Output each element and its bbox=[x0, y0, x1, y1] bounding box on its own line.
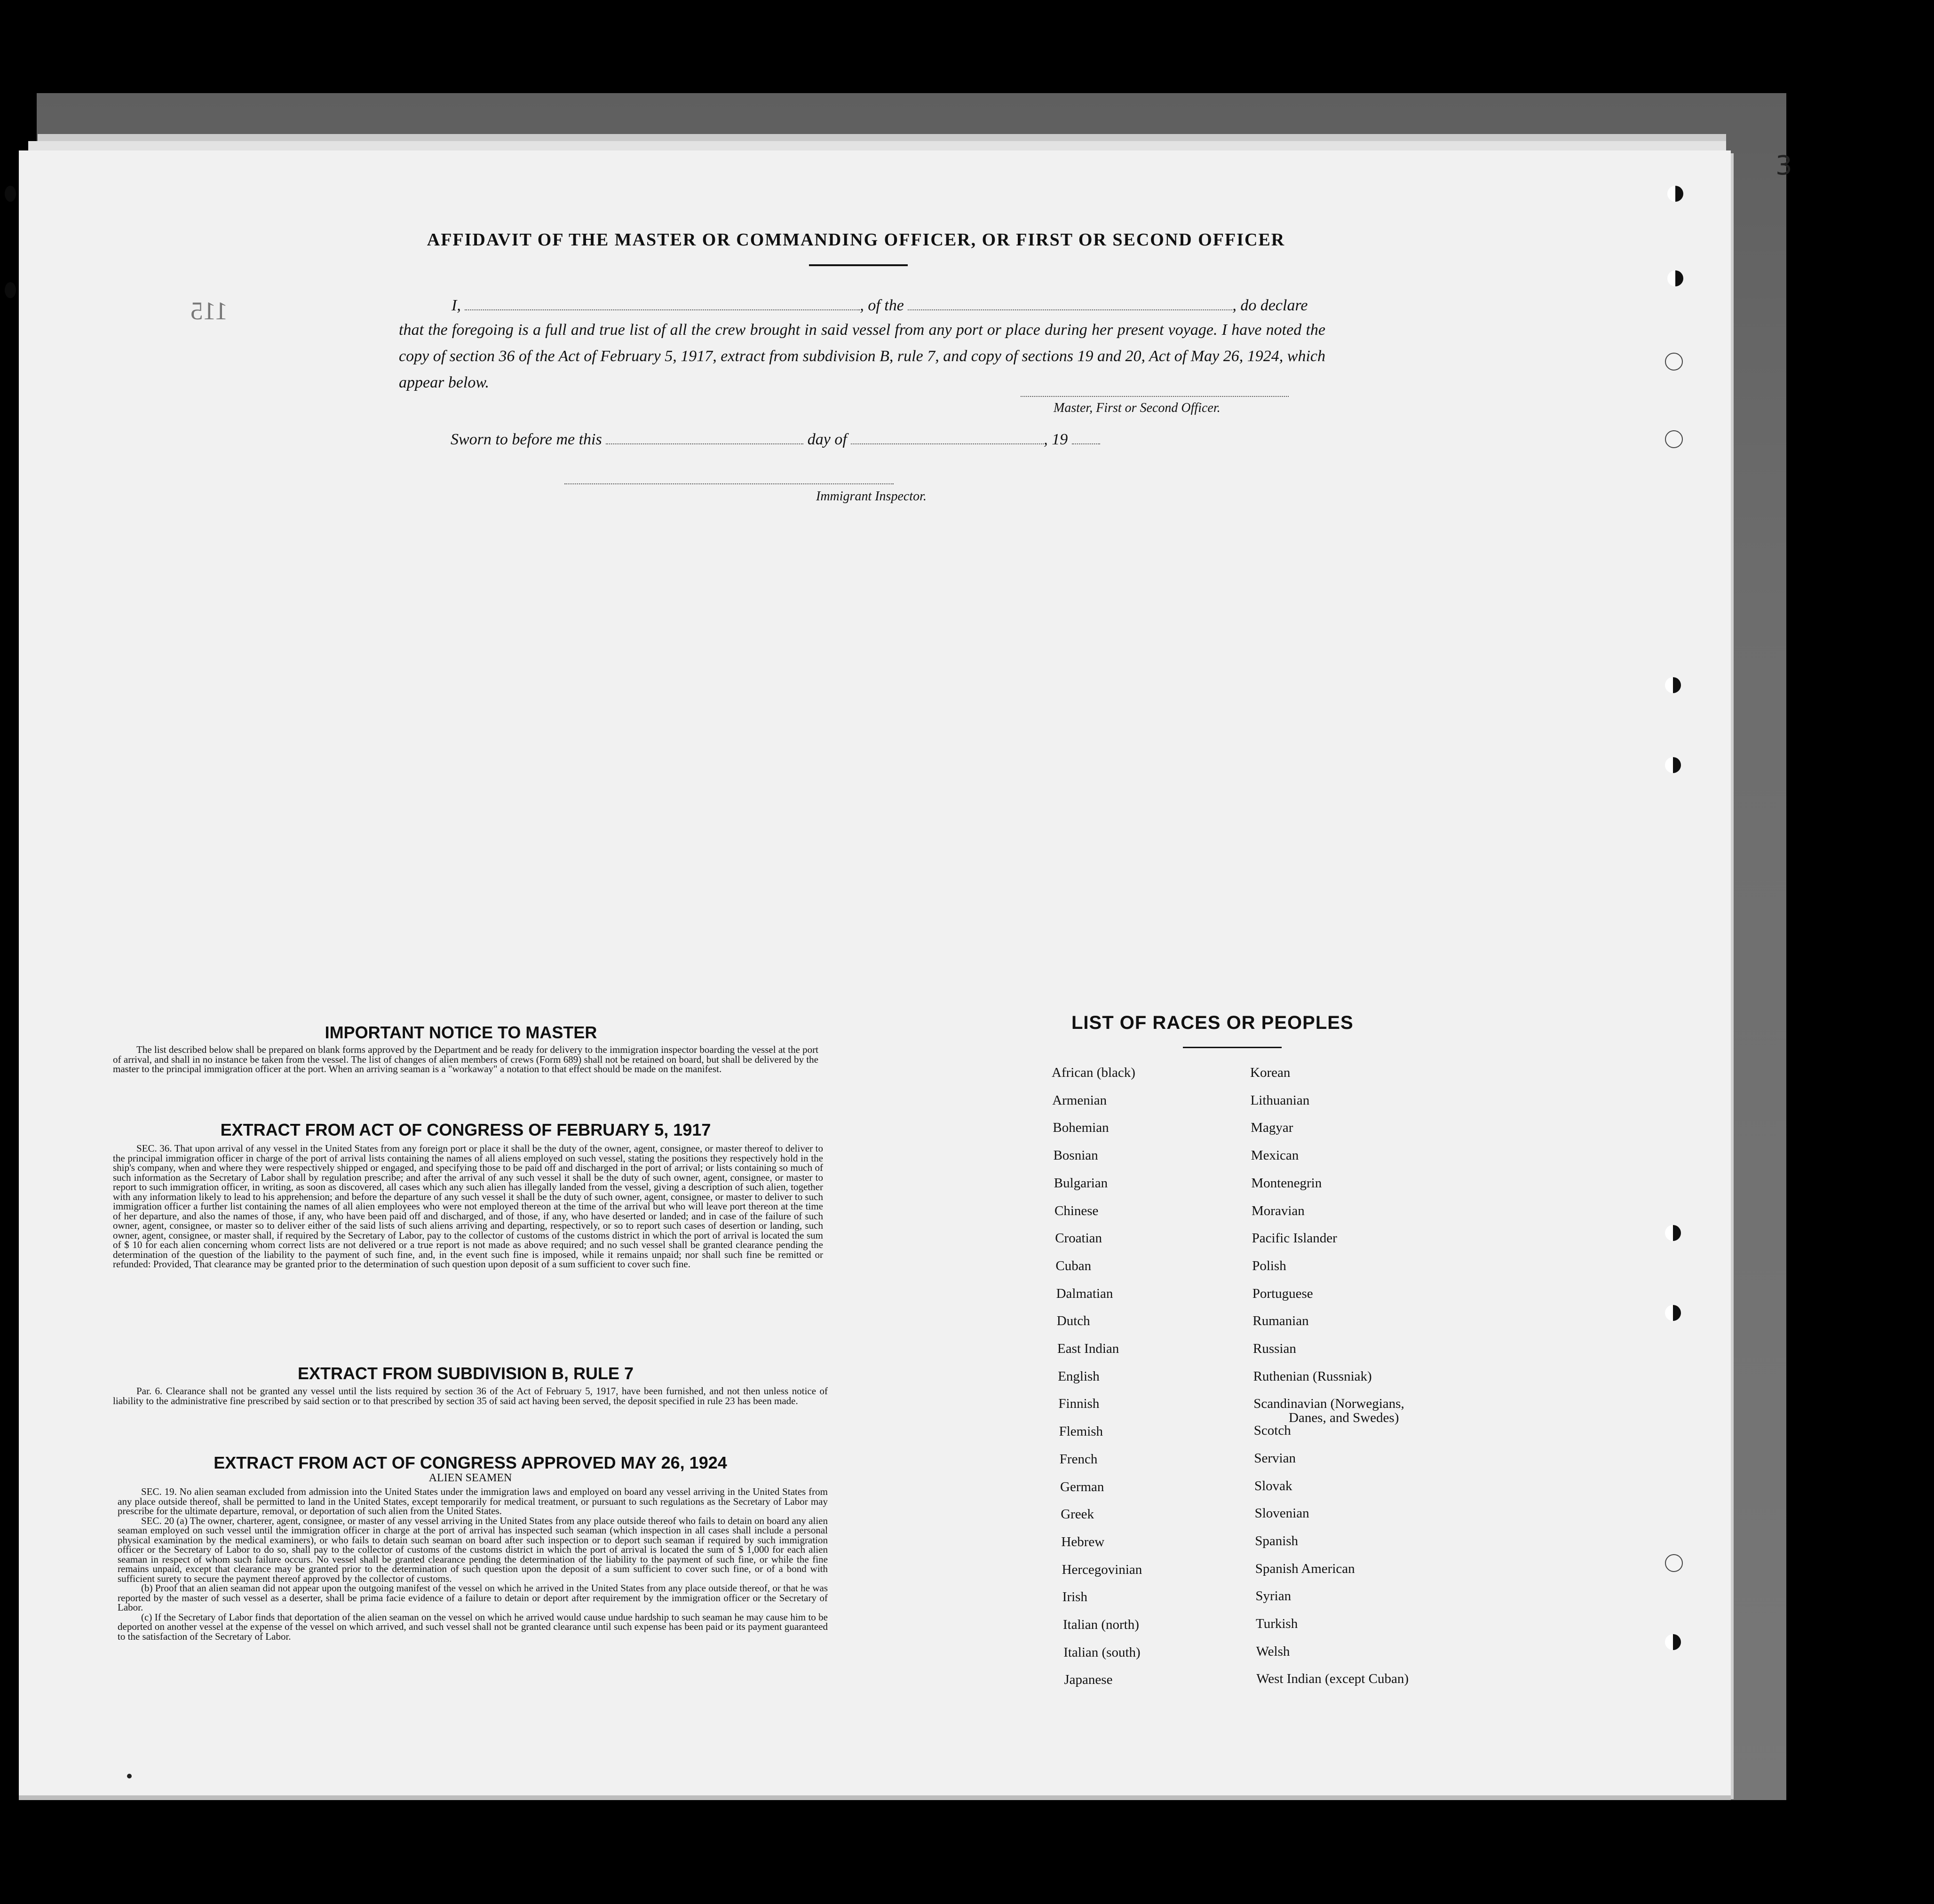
extract-1924-subtitle: ALIEN SEAMEN bbox=[428, 1472, 512, 1484]
race-item: East Indian bbox=[1057, 1341, 1119, 1356]
inspector-signature-line[interactable] bbox=[564, 483, 894, 484]
races-title-rule bbox=[1183, 1047, 1282, 1048]
sworn-day-field[interactable] bbox=[606, 430, 803, 444]
punch-hole bbox=[1667, 270, 1683, 286]
punch-hole bbox=[1665, 1554, 1683, 1572]
race-item: Dalmatian bbox=[1056, 1286, 1113, 1301]
extract-1917-text: SEC. 36. That upon arrival of any vessel in the United States from any foreign port or place it shall be the duty of the owner, agent, consignee, or master thereof to deliver to the principal immigration officer in charge of the port of arrival lists containing the names of all aliens employed on such vessel, stating the positions they respectively hold in the ship's company, when and where they were respectively shipped or engaged, and specifying those to be paid off and discharged in the port of arrival; or lists containing so much of such information as the Secretary of Labor shall by regulation prescribe; and after the arrival of any such vessel it shall be the duty of such owner, agent, consignee, or master to report to such immigration officer, in writing, as soon as discovered, all cases which any such alien has illegally landed from the vessel, giving a description of such alien, together with any information likely to lead to his apprehension; and before the departure of any such vessel it shall be the duty of such owner, agent, consignee, or master to deliver to such immigration officer a further list containing the names of all alien employees who were not employed thereon at the time of the arrival but who will leave port thereon at the time of her departure, and also the names of those, if any, who have been paid off and discharged, and of those, if any, who have deserted or landed; and in case of the failure of such owner, agent, consignee, or master so to deliver either of the said lists of such aliens arriving and departing, respectively, or so to report such cases of desertion or landing, such owner, agent, consignee, or master shall, if required by the Secretary of Labor, pay to the collector of customs of the customs district in which the port of arrival is located the sum of $ 10 for each alien concerning whom correct lists are not delivered or a true report is not made as above required; and no such vessel shall be granted clearance pending the determination of the question of the liability to the payment of such fine, and, in the event such fine is imposed, while it remains unpaid; nor shall such fine be remitted or refunded: Provided, That clearance may be granted prior to the determination of such question upon deposit of a sum sufficient to cover such fine. bbox=[113, 1143, 823, 1270]
page-edge bbox=[38, 134, 1726, 142]
inspector-signature-label: Immigrant Inspector. bbox=[816, 489, 927, 504]
race-item: Spanish American bbox=[1255, 1561, 1355, 1576]
affidavit-i: I, bbox=[452, 297, 461, 314]
affidavit-title: AFFIDAVIT OF THE MASTER OR COMMANDING OFFICER, OR FIRST OR SECOND OFFICER bbox=[427, 230, 1285, 250]
race-item: Mexican bbox=[1251, 1148, 1299, 1163]
race-item: Russian bbox=[1253, 1341, 1296, 1356]
affidavit-of-the: , of the bbox=[860, 297, 904, 314]
corner-number: 3 bbox=[1775, 150, 1792, 181]
page-number: 115 bbox=[190, 297, 228, 325]
race-item: Irish bbox=[1062, 1589, 1087, 1605]
race-item: French bbox=[1059, 1451, 1098, 1467]
races-title: LIST OF RACES OR PEOPLES bbox=[1071, 1012, 1354, 1033]
race-item: Flemish bbox=[1059, 1424, 1103, 1439]
race-item: Scotch bbox=[1253, 1423, 1291, 1438]
race-item: Rumanian bbox=[1252, 1313, 1309, 1329]
race-item: Spanish bbox=[1255, 1533, 1299, 1548]
notice-text: The list described below shall be prepared on blank forms approved by the Department and be ready for delivery to the immigration inspector boarding the vessel at the port of arrival, and shall in no instance be taken from the vessel. The list of changes of alien members of crews (Form 689) shall not be retained on board, but shall be delivered by the master to the principal immigration officer at the port. When an arriving seaman is a "workaway" a notation to that effect should be made on the manifest. bbox=[113, 1044, 818, 1074]
race-item: Servian bbox=[1254, 1450, 1296, 1466]
race-item: Moravian bbox=[1252, 1203, 1305, 1218]
officer-name-field[interactable] bbox=[465, 296, 860, 310]
race-item: Chinese bbox=[1054, 1203, 1099, 1218]
sworn-day-of: day of bbox=[807, 431, 847, 448]
extract-rule7-title: EXTRACT FROM SUBDIVISION B, RULE 7 bbox=[297, 1364, 634, 1383]
race-item: Japanese bbox=[1064, 1672, 1113, 1688]
race-item: Magyar bbox=[1251, 1120, 1293, 1136]
race-item: Pacific Islander bbox=[1252, 1231, 1337, 1246]
sworn-year: , 19 bbox=[1044, 431, 1068, 448]
sec-19-paragraph: SEC. 19. No alien seaman excluded from admission into the United States under the immigration laws and employed on board any vessel arriving in the United States from any place outside thereof, shall be permitted to land in the United States, except temporarily for medical treatment, or pursuant to such regulations as the Secretary of Labor may prescribe for the ultimate departure, removal, or deportation of such alien from the United States. bbox=[118, 1486, 828, 1517]
race-item: Bosnian bbox=[1053, 1148, 1098, 1163]
affidavit-declare: , do declare bbox=[1232, 297, 1308, 314]
scan-noise bbox=[0, 0, 1934, 94]
title-rule bbox=[809, 264, 908, 266]
race-item: Cuban bbox=[1055, 1258, 1092, 1273]
race-item: Danes, and Swedes) bbox=[1289, 1410, 1399, 1426]
sec-20b-paragraph: (b) Proof that an alien seaman did not appear upon the outgoing manifest of the vessel on which he arrived in the United States from any place outside thereof, or that he was reported by the master of such vessel as a deserter, shall be prima facie evidence of a failure to detain or deport after requirement by the immigration officer or the Secretary of Labor. bbox=[118, 1582, 828, 1613]
race-item: Dutch bbox=[1056, 1313, 1090, 1329]
extract-1924-text bbox=[118, 1487, 828, 1641]
sworn-month-field[interactable] bbox=[851, 430, 1044, 444]
race-item: Slovak bbox=[1254, 1478, 1292, 1493]
affidavit-body: that the foregoing is a full and true list of all the crew brought in said vessel from any port or place during her present voyage. I have noted the copy of section 36 of the Act of February 5, 1917, extract from subdivision B, rule 7, and copy of sections 19 and 20, Act of May 26, 1924, which appear below. bbox=[399, 321, 1325, 391]
race-item: Slovenian bbox=[1254, 1506, 1309, 1521]
master-signature-line[interactable] bbox=[1021, 396, 1289, 397]
race-item: Armenian bbox=[1052, 1092, 1107, 1108]
punch-hole bbox=[5, 186, 16, 202]
punch-hole bbox=[1665, 1305, 1681, 1321]
race-item: Croatian bbox=[1055, 1231, 1102, 1246]
punch-hole bbox=[1665, 1225, 1681, 1241]
notice-title: IMPORTANT NOTICE TO MASTER bbox=[325, 1023, 597, 1042]
race-item: Montenegrin bbox=[1251, 1175, 1322, 1191]
race-item: Greek bbox=[1061, 1507, 1094, 1522]
sec-20a-paragraph: SEC. 20 (a) The owner, charterer, agent, consignee, or master of any vessel arriving in the United States from any place outside thereof who fails to detain on board any alien seaman employed on such vessel until the immigration officer in charge at the port of arrival has inspected such seaman (which inspection in all cases shall include a personal physical examination by the medical examiners), or who fails to detain such seaman on board after such inspection or to deport such seaman if required by such immigration officer or the Secretary of Labor to do so, shall pay to the collector of customs of the customs district in which the port of arrival is located the sum of $ 1,000 for each alien seaman in respect of whom such failure occurs. No vessel shall be granted clearance pending the determination of the liability to the payment of such fine, or while the fine remains unpaid, except that clearance may be granted prior to the determination of such question upon the deposit of a sum sufficient to cover such fine, or of a bond with sufficient surety to secure the payment thereof approved by the collector of customs. bbox=[118, 1515, 828, 1584]
punch-hole bbox=[1667, 186, 1683, 202]
race-item: Ruthenian (Russniak) bbox=[1253, 1368, 1372, 1384]
page-edge bbox=[19, 1795, 1731, 1800]
extract-1917-title: EXTRACT FROM ACT OF CONGRESS OF FEBRUARY 5, 1917 bbox=[220, 1120, 711, 1139]
sworn-year-field[interactable] bbox=[1072, 430, 1100, 444]
punch-hole bbox=[1665, 430, 1683, 448]
page-edge bbox=[28, 141, 1726, 151]
race-item: Turkish bbox=[1256, 1616, 1298, 1631]
extract-rule7-text: Par. 6. Clearance shall not be granted any vessel until the lists required by section 36 of the Act of February 5, 1917, have been furnished, and not then unless notice of liability to the administrative fine prescribed by said section or to that prescribed by section 35 of said act having been served, the deposit specified in rule 23 has been made. bbox=[113, 1385, 828, 1406]
affidavit-declaration-line bbox=[452, 296, 1326, 315]
master-signature-label: Master, First or Second Officer. bbox=[1054, 401, 1221, 415]
race-item: Lithuanian bbox=[1250, 1092, 1310, 1108]
race-item: Italian (south) bbox=[1063, 1644, 1141, 1660]
race-item: Welsh bbox=[1256, 1643, 1290, 1659]
race-item: Portuguese bbox=[1252, 1286, 1313, 1301]
race-item: Hebrew bbox=[1061, 1534, 1105, 1549]
sworn-prefix: Sworn to before me this bbox=[451, 431, 602, 448]
punch-hole bbox=[5, 282, 16, 298]
race-item: African (black) bbox=[1052, 1065, 1135, 1080]
race-item: Hercegovinian bbox=[1062, 1562, 1142, 1577]
sworn-line bbox=[451, 430, 1100, 449]
punch-hole bbox=[1665, 677, 1681, 693]
race-item: English bbox=[1058, 1368, 1100, 1384]
race-item: Korean bbox=[1250, 1065, 1291, 1080]
race-item: Scandinavian (Norwegians, bbox=[1253, 1396, 1404, 1412]
race-item: Bohemian bbox=[1053, 1120, 1109, 1136]
race-item: West Indian (except Cuban) bbox=[1256, 1671, 1409, 1687]
race-item: Syrian bbox=[1255, 1588, 1292, 1604]
ink-mark bbox=[127, 1774, 132, 1778]
race-item: Finnish bbox=[1058, 1396, 1100, 1412]
punch-hole bbox=[1665, 1634, 1681, 1650]
race-item: German bbox=[1060, 1479, 1104, 1494]
sec-20c-paragraph: (c) If the Secretary of Labor finds that deportation of the alien seaman on the vessel on which he arrived would cause undue hardship to such seaman he may cause him to be deported on another vessel at the expense of the vessel on which arrived, and such vessel shall not be granted clearance until such expense has been paid or its payment guaranteed to the satisfaction of the Secretary of Labor. bbox=[118, 1611, 828, 1642]
punch-hole bbox=[1665, 757, 1681, 773]
punch-hole bbox=[1665, 353, 1683, 371]
vessel-name-field[interactable] bbox=[908, 296, 1232, 310]
race-item: Polish bbox=[1252, 1258, 1286, 1273]
race-item: Bulgarian bbox=[1054, 1175, 1108, 1191]
race-item: Italian (north) bbox=[1063, 1617, 1139, 1632]
extract-1924-title: EXTRACT FROM ACT OF CONGRESS APPROVED MAY 26, 1924 bbox=[214, 1453, 727, 1472]
